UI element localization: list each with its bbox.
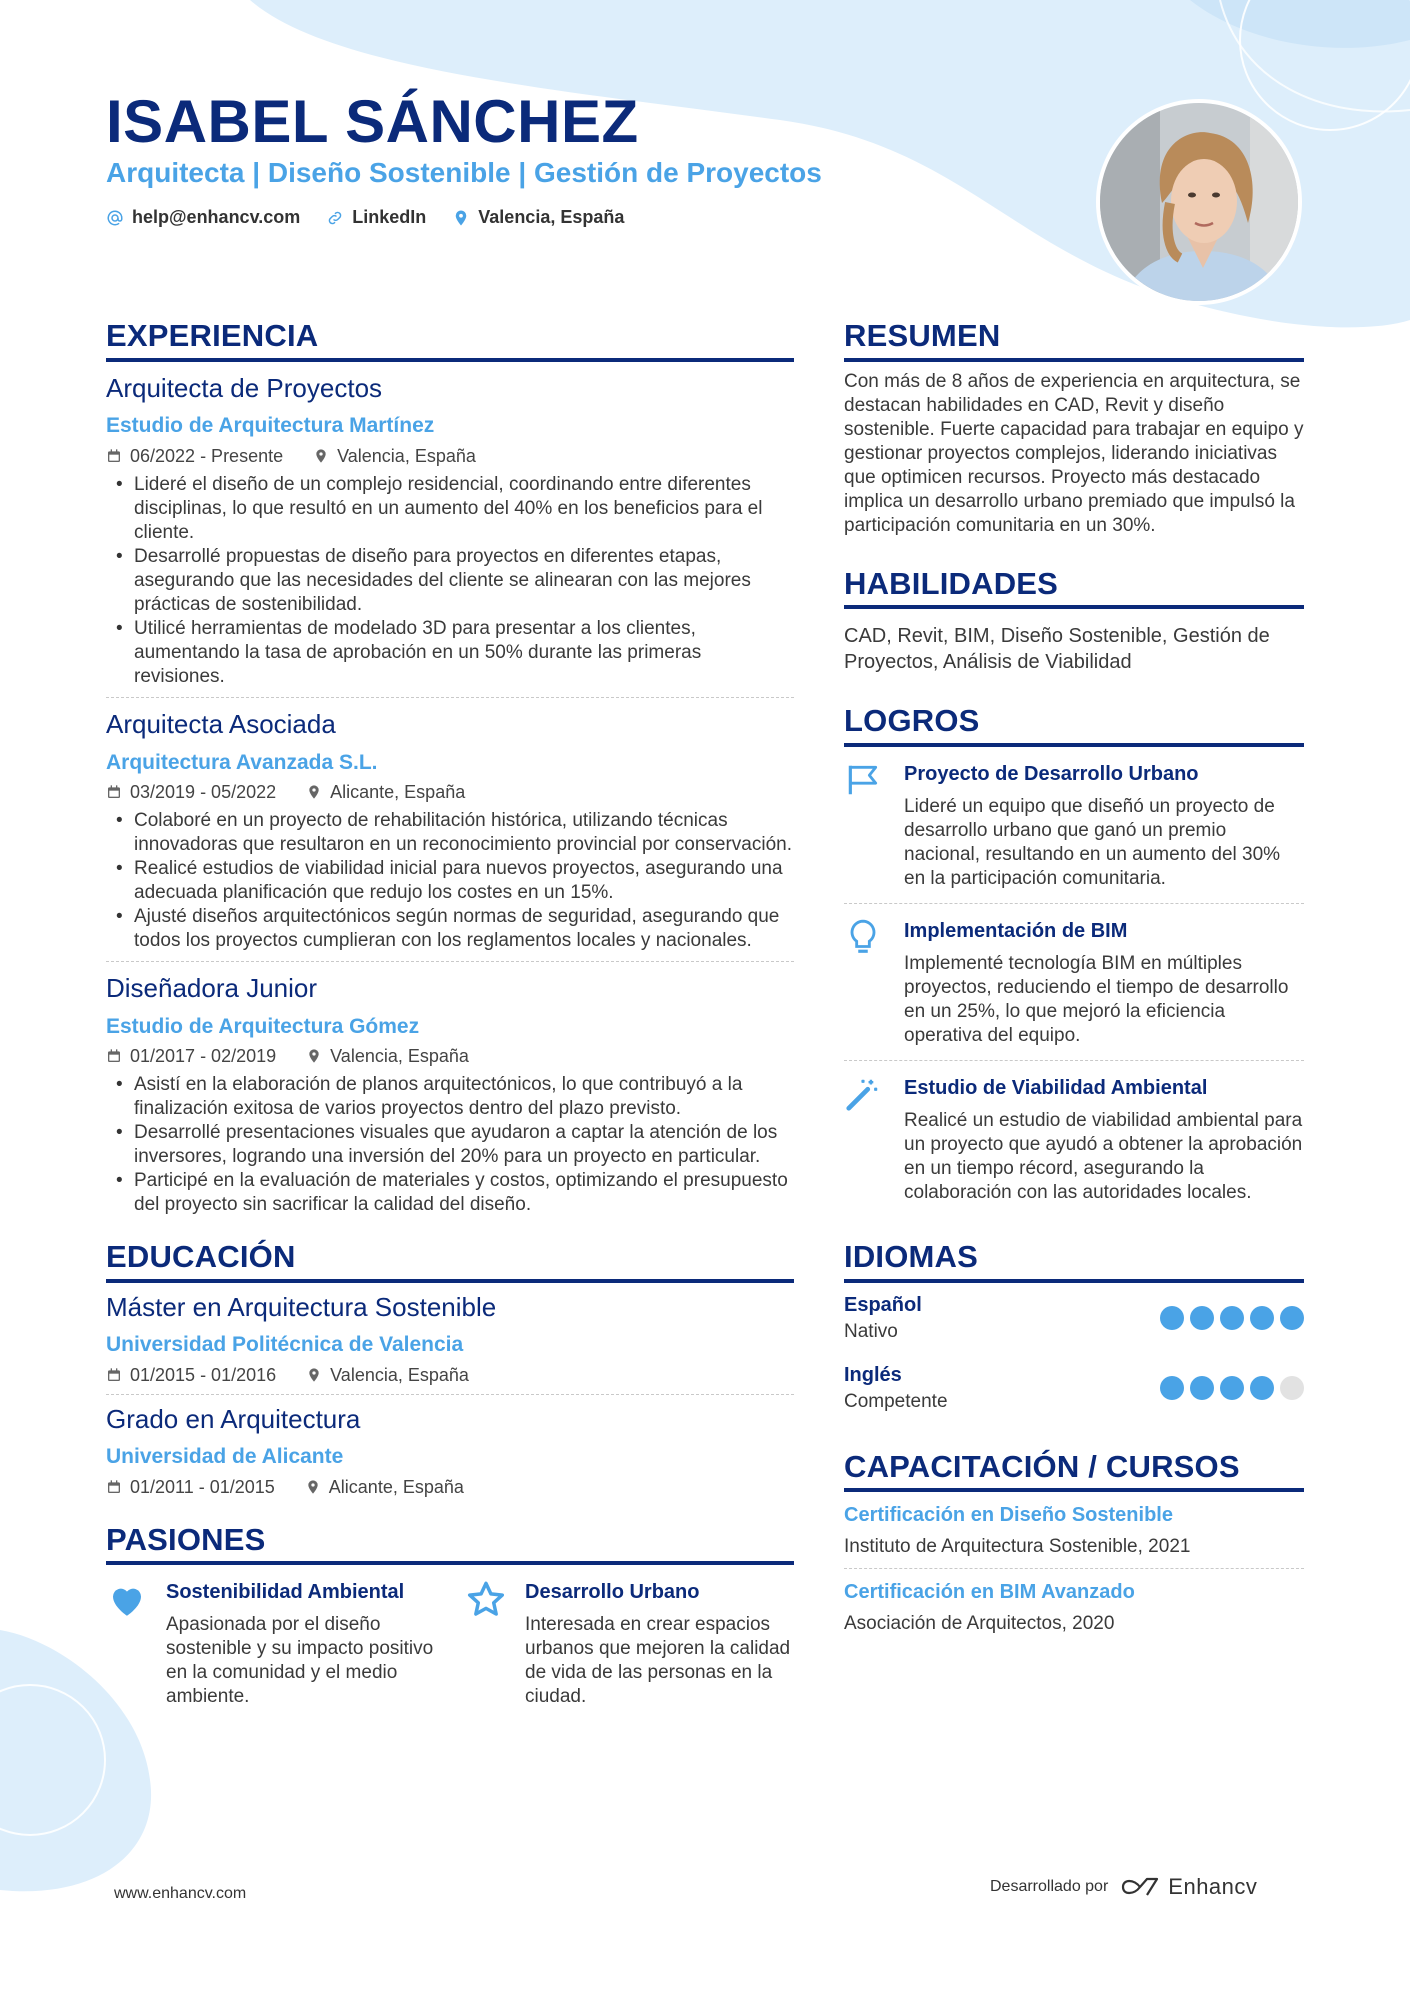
job-bullet: • Desarrollé propuestas de diseño para proyectos en diferentes etapas, asegurando que las necesidades del cliente se alinearan con las mejores prácticas de sostenibilidad. [106, 545, 794, 617]
language-rating [1160, 1376, 1304, 1400]
language-level: Nativo [844, 1320, 898, 1342]
candidate-name: ISABEL SÁNCHEZ [106, 88, 639, 155]
job-bullets [106, 809, 794, 953]
contact-linkedin[interactable] [326, 207, 426, 228]
job-meta [106, 782, 794, 803]
right-column [844, 318, 1304, 1645]
experience-entry [106, 362, 794, 698]
rating-dot-filled [1160, 1376, 1184, 1400]
rating-dot-filled [1190, 1306, 1214, 1330]
location-pin-icon [306, 1367, 322, 1383]
rating-dot-filled [1280, 1306, 1304, 1330]
job-bullet: • Colaboré en un proyecto de rehabilitación histórica, utilizando técnicas innovadoras que resultaron en un reconocimiento provincial por conservación. [106, 809, 794, 857]
brand-name: Enhancv [1168, 1874, 1258, 1899]
job-dates: 06/2022 - Presente [130, 445, 284, 466]
job-bullet: • Participé en la evaluación de materiales y costos, optimizando el presupuesto del proyecto sin sacrificar la calidad del diseño. [106, 1169, 794, 1217]
achievements-heading: LOGROS [844, 703, 1304, 747]
rating-dot-filled [1160, 1306, 1184, 1330]
job-bullet: • Ajusté diseños arquitectónicos según normas de seguridad, asegurando que todos los proyectos cumplieran con los reglamentos locales y nacionales. [106, 905, 794, 953]
course-item [844, 1569, 1304, 1645]
language-item [844, 1353, 1304, 1423]
rating-dot-filled [1250, 1376, 1274, 1400]
education-location: Alicante, España [328, 1476, 464, 1497]
location-pin-icon [305, 1479, 321, 1495]
lightbulb-icon [844, 918, 882, 956]
job-company: Estudio de Arquitectura Gómez [106, 1014, 420, 1038]
summary-heading: RESUMEN [844, 318, 1304, 362]
education-entry [106, 1283, 794, 1395]
passion-description: Apasionada por el diseño sostenible y su impacto positivo en la comunidad y el medio ambiente. [166, 1614, 434, 1708]
achievement-description: Implementé tecnología BIM en múltiples proyectos, reduciendo el tiempo de desarrollo en un 25%, lo que mejoró la eficiencia operativa del equipo. [904, 952, 1289, 1046]
achievement-description: Lideré un equipo que diseñó un proyecto de desarrollo urbano que ganó un premio nacional, resultando en un aumento del 30% en la participación comunitaria. [904, 795, 1281, 889]
language-name: Inglés [844, 1363, 902, 1386]
contact-email[interactable] [106, 207, 300, 228]
location-text: Valencia, España [478, 207, 625, 227]
linkedin-text: LinkedIn [352, 207, 427, 227]
job-location: Valencia, España [337, 445, 476, 466]
summary-text: Con más de 8 años de experiencia en arquitectura, se destacan habilidades en CAD, Revit y diseño sostenible. Fuerte capacidad para trabajar en equipo y gestionar proyectos complejos, liderando iniciativas que optimicen recursos. Proyecto más destacado implica un desarrollo urbano premiado que impulsó la participación comunitaria en un 30%. [844, 370, 1304, 536]
rating-dot-filled [1250, 1306, 1274, 1330]
job-dates: 01/2017 - 02/2019 [130, 1045, 277, 1066]
job-meta [106, 1046, 794, 1067]
job-bullet: • Utilicé herramientas de modelado 3D para presentar a los clientes, aumentando la tasa de aprobación en un 50% durante las primeras revisiones. [106, 617, 794, 689]
calendar-icon [106, 448, 122, 464]
experience-entry [106, 962, 794, 1225]
passion-item [106, 1579, 435, 1709]
passions-list [106, 1579, 794, 1709]
achievement-item [844, 747, 1304, 904]
flag-icon [844, 761, 882, 799]
achievements-section [844, 703, 1304, 1217]
languages-heading: IDIOMAS [844, 1239, 1304, 1283]
achievement-title: Proyecto de Desarrollo Urbano [904, 762, 1199, 785]
candidate-headline: Arquitecta | Diseño Sostenible | Gestión de Proyectos [106, 157, 822, 188]
language-item [844, 1283, 1304, 1353]
language-level: Competente [844, 1390, 948, 1412]
course-description: Asociación de Arquitectos, 2020 [844, 1613, 1115, 1635]
passion-title: Desarrollo Urbano [525, 1581, 700, 1604]
passion-item [465, 1579, 794, 1709]
passions-heading: PASIONES [106, 1522, 794, 1566]
location-pin-icon [313, 448, 329, 464]
achievement-item [844, 1061, 1304, 1217]
contact-bar [106, 207, 624, 228]
calendar-icon [106, 1048, 122, 1064]
enhancv-logo[interactable] [1120, 1874, 1257, 1900]
job-meta [106, 446, 794, 467]
job-location: Valencia, España [330, 1045, 469, 1066]
education-section [106, 1239, 794, 1506]
summary-section [844, 318, 1304, 538]
calendar-icon [106, 1479, 122, 1495]
education-meta [106, 1365, 794, 1386]
job-bullet: • Realicé estudios de viabilidad inicial para nuevos proyectos, asegurando una adecuada planificación que redujo los costes en un 15%. [106, 857, 794, 905]
enhancv-logo-icon [1120, 1876, 1160, 1898]
course-description: Instituto de Arquitectura Sostenible, 2021 [844, 1536, 1191, 1558]
language-name: Español [844, 1293, 922, 1316]
degree-title: Grado en Arquitectura [106, 1403, 361, 1434]
link-icon [326, 209, 344, 227]
experience-entry [106, 698, 794, 962]
language-rating [1160, 1306, 1304, 1330]
job-bullets [106, 473, 794, 689]
job-bullet: • Asistí en la elaboración de planos arquitectónicos, lo que contribuyó a la finalización exitosa de varios proyectos dentro del plazo previsto. [106, 1073, 794, 1121]
calendar-icon [106, 784, 122, 800]
experience-section [106, 318, 794, 1225]
passions-section [106, 1522, 794, 1710]
footer-website[interactable]: www.enhancv.com [114, 1885, 247, 1902]
powered-by-text: Desarrollado por [990, 1878, 1109, 1895]
rating-dot-filled [1220, 1306, 1244, 1330]
course-title: Certificación en Diseño Sostenible [844, 1504, 1173, 1527]
passion-title: Sostenibilidad Ambiental [166, 1581, 405, 1604]
education-dates: 01/2015 - 01/2016 [130, 1364, 277, 1385]
skills-heading: HABILIDADES [844, 566, 1304, 610]
location-pin-icon [306, 784, 322, 800]
achievement-title: Estudio de Viabilidad Ambiental [904, 1076, 1208, 1099]
languages-section [844, 1239, 1304, 1423]
job-bullets [106, 1073, 794, 1217]
star-icon [465, 1579, 507, 1621]
skills-text: CAD, Revit, BIM, Diseño Sostenible, Gestión de Proyectos, Análisis de Viabilidad [844, 625, 1270, 674]
education-meta [106, 1477, 794, 1498]
email-text: help@enhancv.com [132, 207, 301, 227]
rating-dot-empty [1280, 1376, 1304, 1400]
rating-dot-filled [1190, 1376, 1214, 1400]
job-title: Arquitecta Asociada [106, 708, 336, 739]
profile-photo [1096, 99, 1302, 305]
course-title: Certificación en BIM Avanzado [844, 1581, 1135, 1604]
degree-title: Máster en Arquitectura Sostenible [106, 1291, 497, 1322]
footer-branding [990, 1874, 1257, 1900]
at-icon [106, 209, 124, 227]
job-bullet: • Desarrollé presentaciones visuales que ayudaron a captar la atención de los inversores, logrando una inversión del 20% para un proyecto en particular. [106, 1121, 794, 1169]
job-company: Estudio de Arquitectura Martínez [106, 414, 435, 438]
contact-location [452, 207, 624, 228]
calendar-icon [106, 1367, 122, 1383]
job-bullet: • Lideré el diseño de un complejo residencial, coordinando entre diferentes disciplinas, lo que resultó en un aumento del 40% en los beneficios para el cliente. [106, 473, 794, 545]
passion-description: Interesada en crear espacios urbanos que mejoren la calidad de vida de las personas en la ciudad. [525, 1614, 791, 1708]
achievement-title: Implementación de BIM [904, 919, 1128, 942]
education-dates: 01/2011 - 01/2015 [130, 1476, 275, 1497]
school-name: Universidad de Alicante [106, 1445, 344, 1469]
job-title: Arquitecta de Proyectos [106, 372, 383, 403]
achievement-item [844, 904, 1304, 1061]
heart-icon [106, 1579, 148, 1621]
course-item [844, 1492, 1304, 1569]
achievement-description: Realicé un estudio de viabilidad ambiental para un proyecto que ayudó a obtener la aprobación en un tiempo récord, asegurando la colaboración con las autoridades locales. [904, 1109, 1303, 1203]
job-company: Arquitectura Avanzada S.L. [106, 750, 378, 774]
skills-section [844, 566, 1304, 676]
job-location: Alicante, España [330, 781, 466, 802]
education-heading: EDUCACIÓN [106, 1239, 794, 1283]
rating-dot-filled [1220, 1376, 1244, 1400]
courses-heading: CAPACITACIÓN / CURSOS [844, 1449, 1304, 1493]
courses-section [844, 1449, 1304, 1646]
left-column [106, 318, 794, 1709]
education-location: Valencia, España [330, 1364, 469, 1385]
magic-wand-icon [844, 1075, 882, 1113]
education-entry [106, 1395, 794, 1506]
job-title: Diseñadora Junior [106, 972, 318, 1003]
job-dates: 03/2019 - 05/2022 [130, 781, 277, 802]
location-pin-icon [306, 1048, 322, 1064]
experience-heading: EXPERIENCIA [106, 318, 794, 362]
school-name: Universidad Politécnica de Valencia [106, 1333, 464, 1357]
location-pin-icon [452, 209, 470, 227]
